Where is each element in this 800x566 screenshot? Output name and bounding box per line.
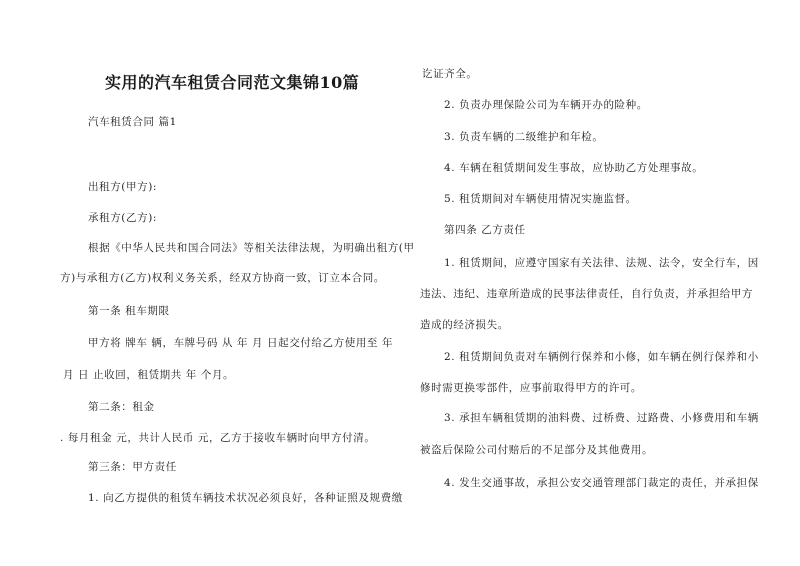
list-item: 4. 车辆在租赁期间发生事故，应协助乙方处理事故。 [444,162,704,174]
document-title: 实用的汽车租赁合同范文集锦10篇 [105,73,360,92]
right-column [400,0,800,566]
section-heading: 第二条：租金 [88,401,155,413]
paragraph-line: 违法、违纪、违章所造成的民事法律责任，自行负责，并承担给甲方 [420,288,753,300]
list-item: 3. 负责车辆的二级维护和年检。 [444,131,604,143]
paragraph-line: 3. 承担车辆租赁期的油料费、过桥费、过路费、小修费用和车辆 [444,412,759,424]
paragraph-line: 1. 向乙方提供的租赁车辆技术状况必须良好，各种证照及规费缴 [88,492,403,504]
lessee-line: 承租方(乙方): [88,212,158,224]
paragraph-line: 修时需更换零部件，应事前取得甲方的许可。 [420,382,642,394]
paragraph-line: 2. 租赁期间负责对车辆例行保养和小修，如车辆在例行保养和小 [444,351,759,363]
lessor-line: 出租方(甲方): [88,181,158,193]
list-item: 2. 负责办理保险公司为车辆开办的险种。 [444,99,648,111]
paragraph-line: 月 日 止收回，租赁期共 年 个月。 [63,369,235,381]
paragraph-line: 方)与承租方(乙方)权利义务关系，经双方协商一致，订立本合同。 [60,272,385,284]
contract-heading: 汽车租赁合同 篇1 [88,116,177,128]
paragraph-line: . 每月租金 元，共计人民币 元，乙方于接收车辆时向甲方付清。 [60,432,376,444]
section-heading: 第三条：甲方责任 [88,461,177,473]
section-heading: 第四条 乙方责任 [444,224,526,236]
list-item: 5. 租赁期间对车辆使用情况实施监督。 [444,193,637,205]
paragraph-line: 根据《中华人民共和国合同法》等相关法律法规，为明确出租方(甲 [88,242,415,254]
paragraph-line: 1. 租赁期间，应遵守国家有关法律、法规、法令，安全行车，因 [444,257,759,269]
paragraph-line: 被盗后保险公司付赔后的不足部分及其他费用。 [420,444,654,456]
paragraph-line: 讫证齐全。 [422,68,478,80]
section-heading: 第一条 租车期限 [88,305,170,317]
paragraph-line: 造成的经济损失。 [420,319,509,331]
paragraph-line: 甲方将 牌车 辆，车牌号码 从 年 月 日起交付给乙方使用至 年 [88,337,394,349]
paragraph-line: 4. 发生交通事故，承担公安交通管理部门裁定的责任，并承担保 [444,477,759,489]
